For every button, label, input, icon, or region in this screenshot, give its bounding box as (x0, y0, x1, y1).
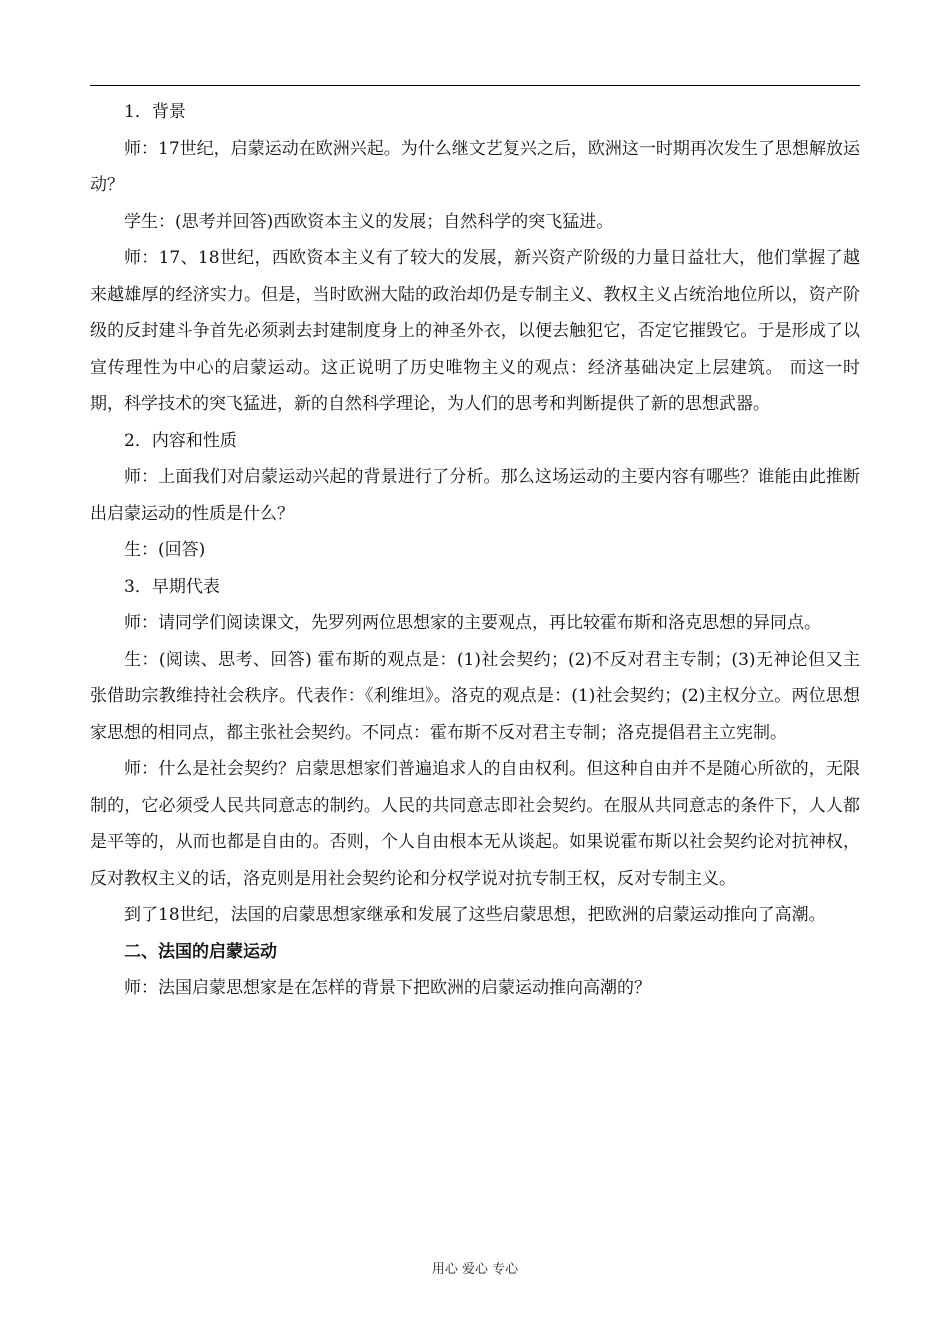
paragraph-transition: 到了18世纪，法国的启蒙思想家继承和发展了这些启蒙思想，把欧洲的启蒙运动推向了高潮。 (124, 905, 826, 925)
header-rule (90, 85, 860, 86)
page-footer: 用心 爱心 专心 (431, 1262, 519, 1277)
section-heading-background: 1．背景 (124, 102, 186, 122)
section-heading-content: 2．内容和性质 (124, 430, 237, 451)
paragraph-teacher-explanation-2: 师：什么是社会契约？启蒙思想家们普遍追求人的自由权利。但这种自由并不是随心所欲的，无限制的，它必须受人民共同意志的制约。人民的共同意志即社会契约。在服从共同意志的条件下，人人都是平等的，从而也都是自由的。否则，个人自由根本无从谈起。如果说霍布斯以社会契约论对抗神权，反对教权主义的话，洛克则是用社会契约论和分权学说对抗专制王权，反对专制主义。 (90, 759, 860, 889)
paragraph-student-answer-3: 生：(阅读、思考、回答) 霍布斯的观点是：(1)社会契约；(2)不反对君主专制；(3)无神论但又主张借助宗教维持社会秩序。代表作：《利维坦》。洛克的观点是：(1)社会契约；(2)主权分立。两位思想家思想的相同点，都主张社会契约。不同点：霍布斯不反对君主专制；洛克提倡君主立宪制。 (90, 649, 860, 743)
paragraph-student-answer-2: 生：(回答) (124, 540, 206, 560)
section-heading-early-representatives: 3．早期代表 (124, 576, 220, 597)
paragraph-student-answer-1: 学生：(思考并回答)西欧资本主义的发展；自然科学的突飞猛进。 (124, 211, 614, 232)
paragraph-teacher-question-2: 师：上面我们对启蒙运动兴起的背景进行了分析。那么这场运动的主要内容有哪些？谁能由此推断出启蒙运动的性质是什么？ (90, 467, 860, 524)
section-heading-france: 二、法国的启蒙运动 (124, 941, 277, 962)
paragraph-teacher-explanation-1: 师：17、18世纪，西欧资本主义有了较大的发展，新兴资产阶级的力量日益壮大，他们掌握了越来越雄厚的经济实力。但是，当时欧洲大陆的政治却仍是专制主义、教权主义占统治地位所以，资产阶级的反封建斗争首先必须剥去封建制度身上的神圣外衣，以便去触犯它，否定它摧毁它。于是形成了以宣传理性为中心的启蒙运动。这正说明了历史唯物主义的观点：经济基础决定上层建筑。 而这一时期，科学技术的突飞猛进，新的自然科学理论，为人们的思考和判断提供了新的思想武器。 (90, 248, 860, 414)
paragraph-teacher-question-1: 师：17世纪，启蒙运动在欧洲兴起。为什么继文艺复兴之后，欧洲这一时期再次发生了思想解放运动？ (90, 138, 860, 195)
document-body (90, 94, 860, 1007)
paragraph-teacher-question-4: 师：法国启蒙思想家是在怎样的背景下把欧洲的启蒙运动推向高潮的？ (124, 978, 651, 998)
paragraph-teacher-question-3: 师：请同学们阅读课文，先罗列两位思想家的主要观点，再比较霍布斯和洛克思想的异同点。 (124, 613, 821, 633)
